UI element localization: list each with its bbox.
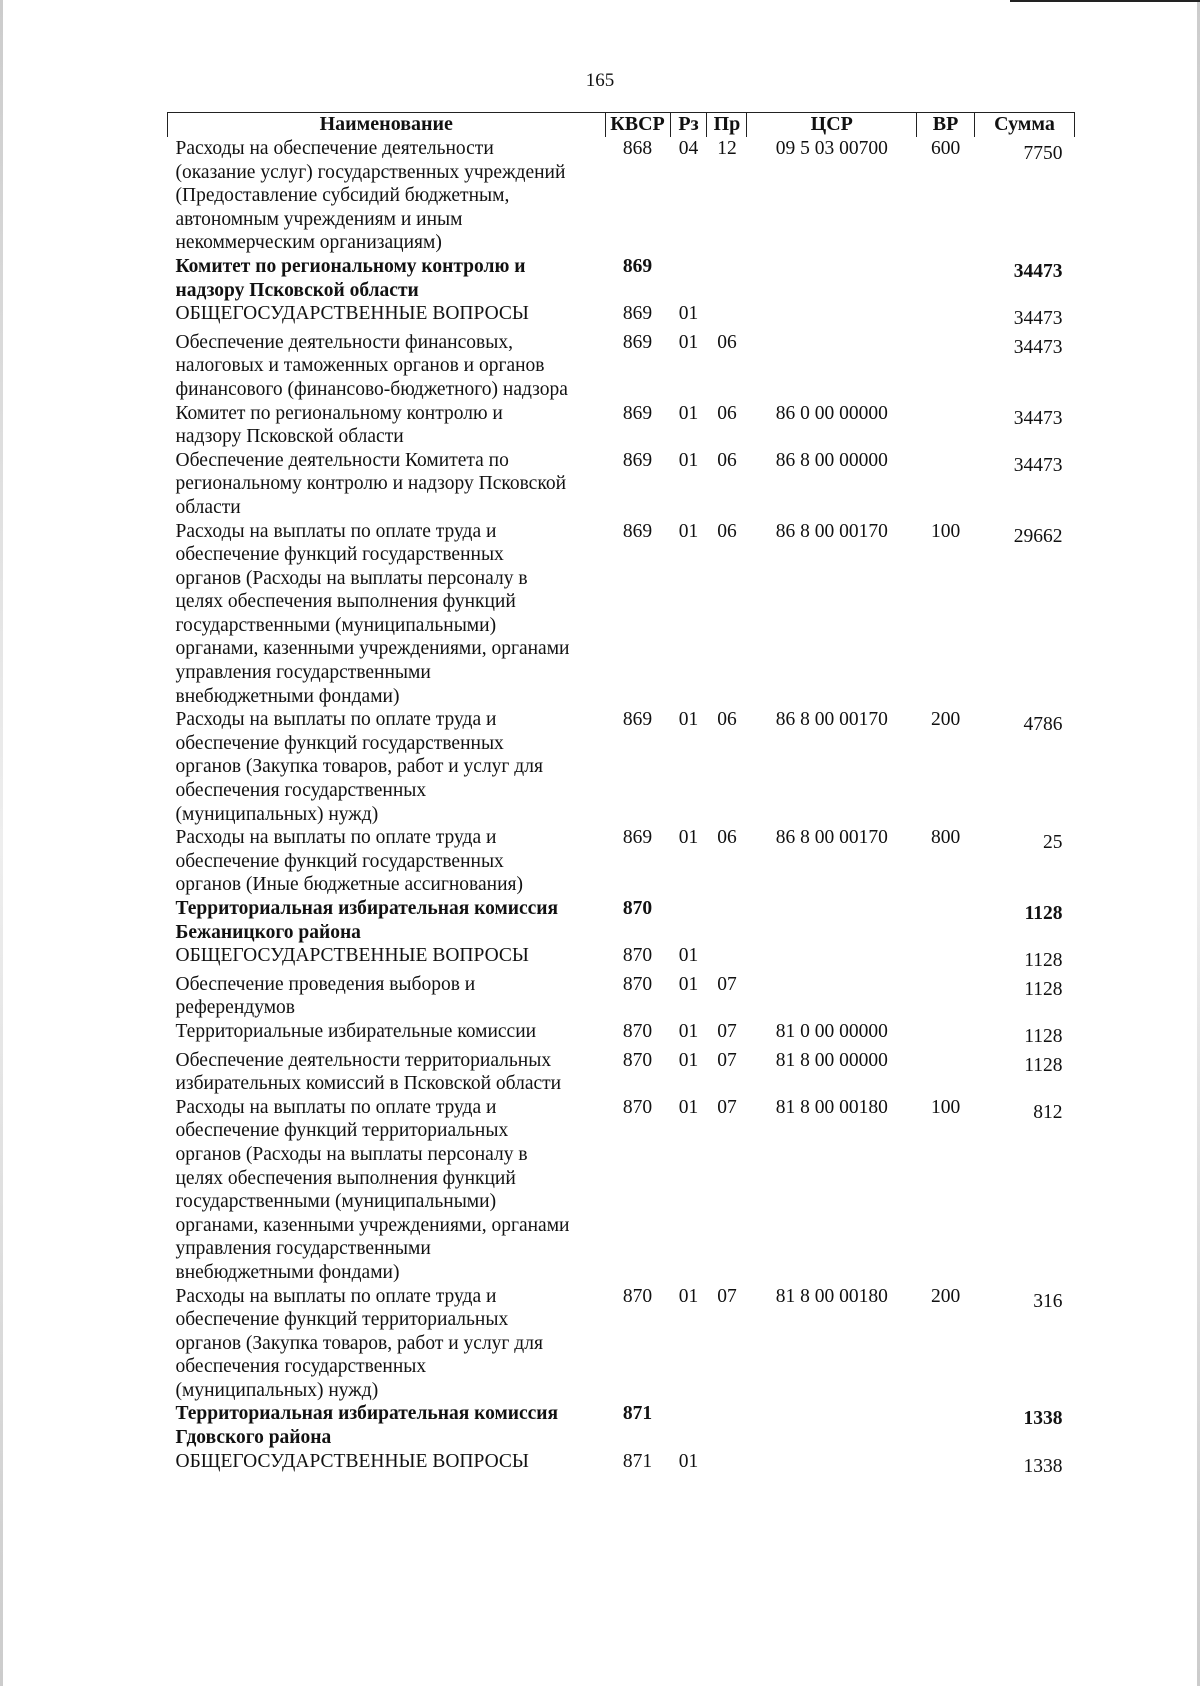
cell-kvsr: 869 (622, 520, 653, 542)
cell-sum: 1128 (1024, 950, 1063, 972)
cell-pr: 06 (717, 827, 737, 849)
cell-sum: 25 (1043, 832, 1063, 854)
row-name-line: Территориальная избирательная комиссия (175, 898, 559, 919)
cell-vr (917, 402, 975, 449)
row-name-line: Обеспечение проведения выборов и (175, 973, 476, 995)
cell-kvsr: 869 (622, 827, 653, 849)
cell-vr (917, 255, 975, 302)
cell-csr: 86 8 00 00170 (775, 709, 888, 731)
row-name-line: Расходы на выплаты по оплате труда и (175, 827, 497, 849)
row-name (168, 402, 606, 449)
cell-kvsr: 869 (622, 449, 653, 471)
cell-rz: 01 (678, 827, 699, 849)
row-name-line: целях обеспечения выполнения функций (175, 591, 516, 613)
cell-pr: 06 (717, 402, 737, 424)
table-row (168, 331, 1075, 402)
row-name-line: обеспечение функций государственных (175, 732, 504, 754)
cell-csr: 09 5 03 00700 (775, 138, 888, 159)
row-name-line: Расходы на выплаты по оплате труда и (175, 1285, 497, 1307)
row-name-line: обеспечение функций государственных (175, 850, 504, 872)
row-name-line: Обеспечение деятельности Комитета по (175, 449, 509, 471)
cell-rz (670, 897, 707, 944)
cell-rz (670, 255, 707, 302)
cell-rz: 01 (678, 1049, 699, 1071)
row-name-line: некоммерческим организациям) (175, 232, 442, 254)
cell-kvsr: 870 (622, 1285, 653, 1307)
cell-rz: 01 (678, 1020, 699, 1042)
cell-csr: 86 0 00 00000 (775, 402, 888, 424)
cell-pr: 06 (717, 709, 737, 731)
row-name (168, 897, 606, 944)
row-name-line: финансового (финансово-бюджетного) надзора (175, 378, 568, 400)
cell-rz: 01 (678, 449, 699, 471)
table-header (168, 113, 1075, 138)
row-name-line: обеспечение функций государственных (175, 544, 504, 566)
row-name-line: Расходы на выплаты по оплате труда и (175, 520, 497, 542)
cell-kvsr: 869 (622, 402, 653, 424)
cell-sum: 29662 (1013, 525, 1063, 547)
cell-kvsr: 870 (622, 1049, 653, 1071)
row-name (168, 973, 606, 1020)
cell-pr: 07 (717, 1285, 737, 1307)
row-name-line: органов (Закупка товаров, работ и услуг для (175, 756, 543, 778)
cell-pr (707, 1402, 747, 1449)
row-name-line: Расходы на выплаты по оплате труда и (175, 1096, 497, 1118)
cell-vr (917, 1020, 975, 1049)
row-name-line: целях обеспечения выполнения функций (175, 1167, 516, 1189)
table-row (168, 520, 1075, 709)
header-csr: ЦСР (747, 113, 917, 138)
cell-csr: 86 8 00 00000 (775, 449, 888, 471)
header-sum: Сумма (975, 113, 1075, 138)
cell-kvsr: 868 (622, 138, 653, 159)
row-name-line: Бежаницкого района (175, 921, 361, 943)
cell-rz: 01 (678, 1285, 699, 1307)
cell-kvsr: 869 (622, 303, 653, 325)
page-number: 165 (585, 70, 615, 91)
row-name-line: Территориальные избирательные комиссии (175, 1020, 537, 1042)
row-name-line: Комитет по региональному контролю и (175, 402, 503, 424)
row-name-line: (Предоставление субсидий бюджетным, (175, 185, 510, 207)
row-name (168, 1402, 606, 1449)
table-row (168, 826, 1075, 897)
cell-kvsr: 870 (622, 973, 653, 995)
row-name-line: налоговых и таможенных органов и органов (175, 355, 545, 377)
cell-csr (747, 973, 917, 1020)
cell-pr: 07 (717, 1096, 737, 1118)
cell-vr (917, 973, 975, 1020)
cell-pr (707, 897, 747, 944)
table-row (168, 944, 1075, 973)
cell-sum: 1338 (1023, 1408, 1063, 1430)
table-row (168, 1049, 1075, 1096)
cell-sum: 34473 (1013, 336, 1063, 358)
cell-csr: 81 8 00 00180 (775, 1285, 888, 1307)
cell-kvsr: 869 (622, 255, 653, 277)
cell-sum: 1338 (1023, 1455, 1063, 1477)
row-name-line: органов (Иные бюджетные ассигнования) (175, 874, 523, 896)
cell-csr (747, 1450, 917, 1479)
row-name-line: (муниципальных) нужд) (175, 803, 379, 825)
cell-vr: 800 (930, 827, 961, 849)
row-name-line: Расходы на обеспечение деятельности (175, 138, 494, 159)
row-name (168, 255, 606, 302)
cell-kvsr: 870 (622, 945, 653, 967)
table-row (168, 449, 1075, 520)
cell-pr (707, 944, 747, 973)
row-name-line: государственными (муниципальными) (175, 614, 497, 636)
row-name (168, 708, 606, 826)
cell-pr: 06 (717, 449, 737, 471)
cell-vr: 200 (930, 709, 961, 731)
row-name (168, 1096, 606, 1285)
cell-pr: 07 (717, 973, 737, 995)
cell-pr (707, 1450, 747, 1479)
cell-vr (917, 1450, 975, 1479)
cell-vr (917, 1049, 975, 1096)
row-name (168, 1049, 606, 1096)
cell-pr: 07 (717, 1049, 737, 1071)
cell-vr (917, 1402, 975, 1449)
cell-sum: 7750 (1023, 143, 1063, 164)
row-name-line: области (175, 496, 241, 518)
cell-csr (747, 331, 917, 402)
row-name (168, 520, 606, 709)
cell-csr (747, 897, 917, 944)
row-name-line: Обеспечение деятельности финансовых, (175, 331, 513, 353)
cell-kvsr: 869 (622, 331, 653, 353)
cell-sum: 34473 (1013, 308, 1063, 330)
row-name-line: органов (Расходы на выплаты персоналу в (175, 567, 528, 589)
row-name-line: надзору Псковской области (175, 426, 404, 448)
row-name-line: Комитет по региональному контролю и (175, 255, 526, 277)
table-row (168, 973, 1075, 1020)
cell-sum: 4786 (1023, 714, 1063, 736)
cell-csr (747, 1402, 917, 1449)
cell-kvsr: 870 (622, 1020, 653, 1042)
cell-kvsr: 869 (622, 709, 653, 731)
row-name-line: обеспечения государственных (175, 1356, 427, 1378)
row-name (168, 449, 606, 520)
row-name (168, 1020, 606, 1049)
cell-vr (917, 897, 975, 944)
cell-vr: 600 (930, 138, 961, 159)
header-vr: ВР (917, 113, 975, 138)
cell-kvsr: 870 (622, 898, 653, 919)
row-name-line: (оказание услуг) государственных учреждений (175, 161, 566, 183)
row-name (168, 826, 606, 897)
cell-sum: 1128 (1024, 1025, 1063, 1047)
cell-csr: 86 8 00 00170 (775, 827, 888, 849)
row-name-line: управления государственными (175, 662, 431, 684)
cell-rz: 01 (678, 303, 699, 325)
cell-rz: 01 (678, 1096, 699, 1118)
row-name-line: органами, казенными учреждениями, органами (175, 1214, 570, 1236)
table-row (168, 897, 1075, 944)
cell-vr (917, 944, 975, 973)
cell-csr: 81 8 00 00180 (775, 1096, 888, 1118)
row-name-line: управления государственными (175, 1238, 431, 1260)
header-kvsr: КВСР (605, 113, 670, 138)
row-name-line: Гдовского района (175, 1427, 332, 1449)
cell-pr (707, 255, 747, 302)
table-row (168, 1020, 1075, 1049)
table-row (168, 137, 1075, 255)
row-name-line: ОБЩЕГОСУДАРСТВЕННЫЕ ВОПРОСЫ (175, 1450, 529, 1472)
cell-csr: 81 0 00 00000 (775, 1020, 888, 1042)
scan-top-line (1010, 0, 1200, 2)
cell-sum: 812 (1033, 1101, 1063, 1123)
row-name-line: Территориальная избирательная комиссия (175, 1403, 559, 1425)
row-name-line: Обеспечение деятельности территориальных (175, 1049, 552, 1071)
row-name (168, 1285, 606, 1403)
cell-csr: 81 8 00 00000 (775, 1049, 888, 1071)
cell-vr: 100 (930, 520, 961, 542)
row-name-line: обеспечение функций территориальных (175, 1309, 509, 1331)
cell-pr: 12 (717, 138, 737, 159)
cell-rz: 01 (678, 331, 699, 353)
cell-rz: 01 (678, 973, 699, 995)
table-row (168, 402, 1075, 449)
row-name (168, 302, 606, 331)
cell-sum: 34473 (1013, 454, 1063, 476)
cell-sum: 1128 (1024, 903, 1063, 924)
row-name-line: региональному контролю и надзору Псковской (175, 473, 567, 495)
cell-kvsr: 870 (622, 1096, 653, 1118)
row-name-line: референдумов (175, 997, 295, 1019)
cell-pr: 06 (717, 520, 737, 542)
cell-vr: 200 (930, 1285, 961, 1307)
header-pr: Пр (707, 113, 747, 138)
cell-sum: 316 (1033, 1290, 1063, 1312)
row-name-line: обеспечения государственных (175, 780, 427, 802)
table-row (168, 708, 1075, 826)
row-name-line: Расходы на выплаты по оплате труда и (175, 709, 497, 731)
table-row (168, 1096, 1075, 1285)
row-name-line: (муниципальных) нужд) (175, 1379, 379, 1401)
row-name-line: органов (Расходы на выплаты персоналу в (175, 1143, 528, 1165)
cell-rz (670, 1402, 707, 1449)
cell-csr (747, 944, 917, 973)
cell-rz: 01 (678, 520, 699, 542)
row-name-line: ОБЩЕГОСУДАРСТВЕННЫЕ ВОПРОСЫ (175, 303, 529, 325)
table-row (168, 255, 1075, 302)
cell-vr: 100 (930, 1096, 961, 1118)
cell-pr: 07 (717, 1020, 737, 1042)
cell-csr (747, 255, 917, 302)
cell-rz: 01 (678, 709, 699, 731)
cell-sum: 1128 (1024, 978, 1063, 1000)
cell-rz: 01 (678, 945, 699, 967)
scan-edge-left (0, 0, 3, 1686)
cell-kvsr: 871 (622, 1450, 653, 1472)
cell-pr: 06 (717, 331, 737, 353)
row-name-line: автономным учреждениям и иным (175, 208, 463, 230)
row-name (168, 137, 606, 255)
row-name-line: надзору Псковской области (175, 279, 419, 301)
table-row (168, 1450, 1075, 1479)
row-name-line: обеспечение функций территориальных (175, 1120, 509, 1142)
row-name-line: избирательных комиссий в Псковской области (175, 1073, 562, 1095)
row-name (168, 331, 606, 402)
cell-sum: 34473 (1013, 407, 1063, 429)
row-name (168, 944, 606, 973)
row-name-line: ОБЩЕГОСУДАРСТВЕННЫЕ ВОПРОСЫ (175, 945, 529, 967)
row-name-line: внебюджетными фондами) (175, 1261, 400, 1283)
cell-vr (917, 331, 975, 402)
row-name-line: органов (Закупка товаров, работ и услуг для (175, 1332, 543, 1354)
row-name-line: внебюджетными фондами) (175, 685, 400, 707)
cell-kvsr: 871 (622, 1403, 653, 1425)
cell-vr (917, 449, 975, 520)
cell-rz: 01 (678, 402, 699, 424)
row-name (168, 1450, 606, 1479)
table-row (168, 1285, 1075, 1403)
header-name: Наименование (168, 113, 606, 138)
table-row (168, 1402, 1075, 1449)
table-row (168, 302, 1075, 331)
cell-csr (747, 302, 917, 331)
row-name-line: органами, казенными учреждениями, органами (175, 638, 570, 660)
cell-csr: 86 8 00 00170 (775, 520, 888, 542)
cell-sum: 34473 (1013, 260, 1063, 282)
cell-vr (917, 302, 975, 331)
header-rz: Рз (670, 113, 707, 138)
cell-sum: 1128 (1024, 1054, 1063, 1076)
cell-rz: 01 (678, 1450, 699, 1472)
cell-pr (707, 302, 747, 331)
row-name-line: государственными (муниципальными) (175, 1191, 497, 1213)
budget-table (167, 112, 1075, 1478)
cell-rz: 04 (678, 138, 699, 159)
